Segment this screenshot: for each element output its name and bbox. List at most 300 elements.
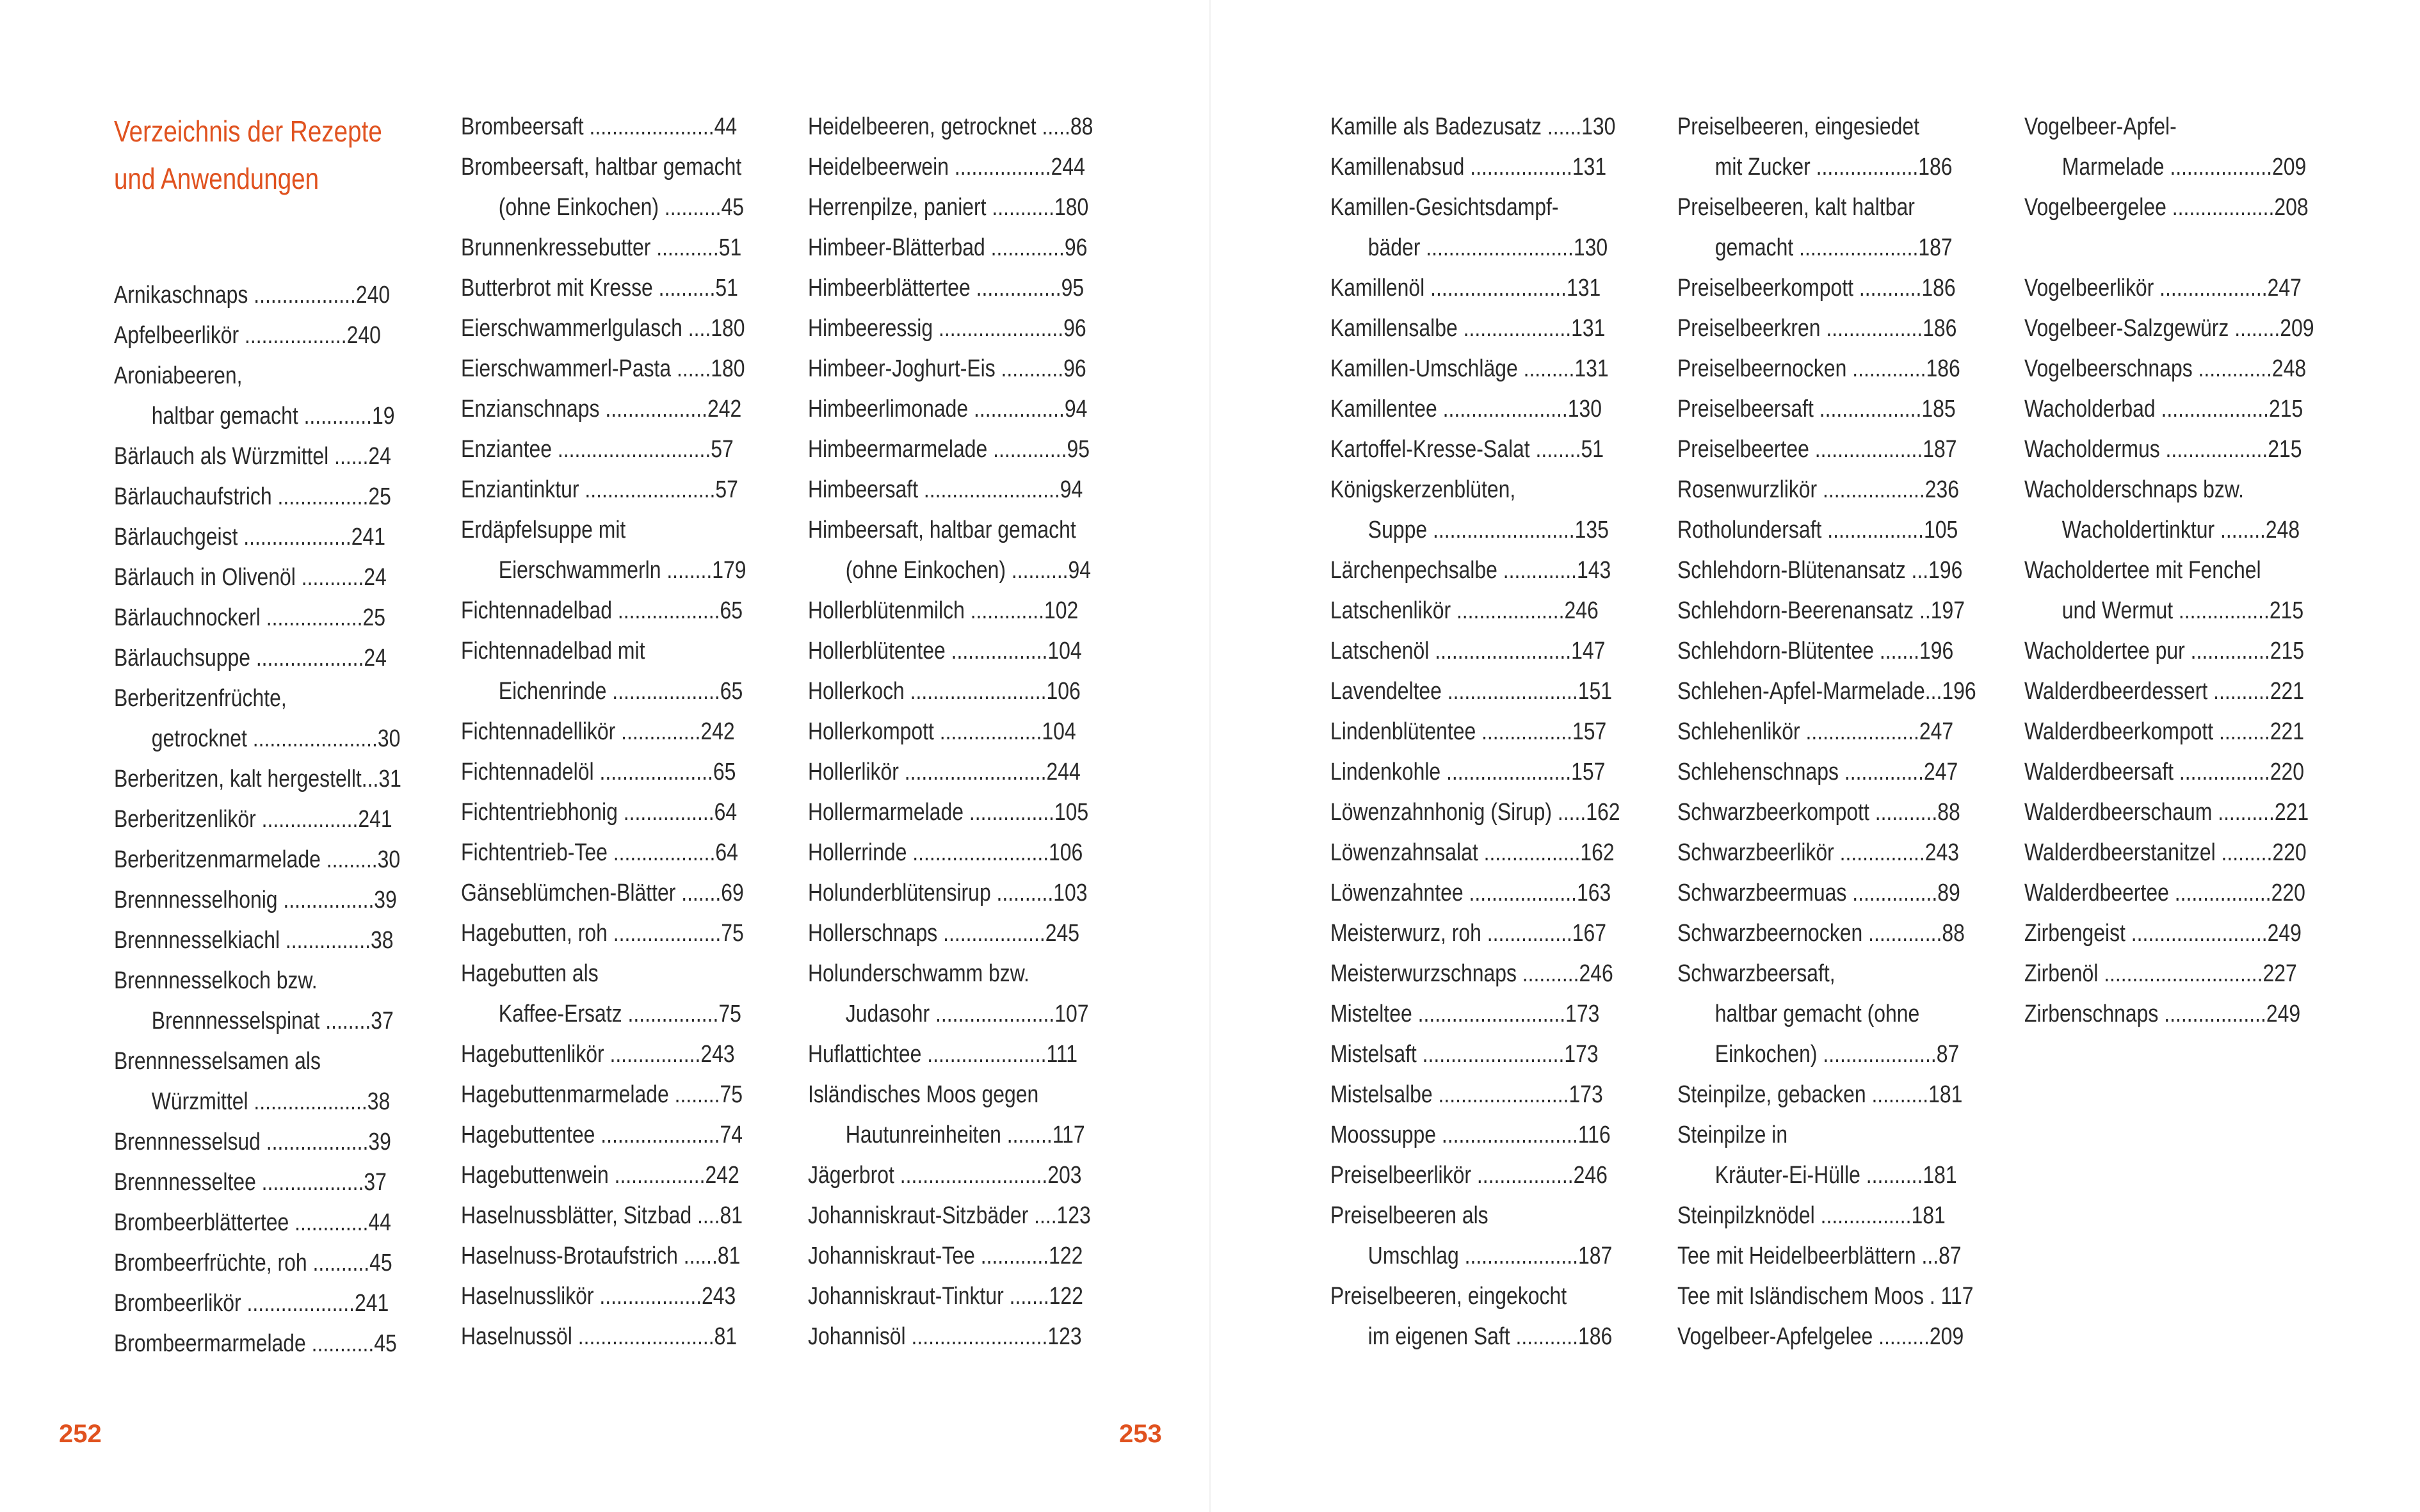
index-entry-text: Preiselbeeren, kalt haltbar — [1677, 194, 1915, 221]
index-column-1 — [114, 275, 408, 1364]
index-entry-text: Kaffee-Ersatz ................75 — [498, 1001, 741, 1027]
index-entry-text: Hollerkompott ..................104 — [808, 718, 1076, 745]
index-spacer — [2024, 228, 2319, 268]
index-entry-text: Preiselbeeren, eingekocht — [1330, 1283, 1567, 1310]
index-entry-text: Walderdbeertee .................220 — [2024, 880, 2305, 906]
index-entry — [2024, 309, 2319, 349]
index-entry — [808, 672, 1102, 712]
index-entry — [461, 470, 755, 510]
index-entry — [2024, 510, 2319, 551]
index-entry — [808, 1236, 1102, 1276]
index-entry-text: Rosenwurzlikör ..................236 — [1677, 476, 1959, 503]
index-entry — [2024, 672, 2319, 712]
index-entry-text: Tee mit Isländischem Moos . 117 — [1677, 1283, 1974, 1310]
index-entry-text: Eierschwammerln ........179 — [498, 557, 746, 584]
index-entry — [808, 1155, 1102, 1196]
index-entry-text: Würzmittel ....................38 — [151, 1088, 391, 1115]
index-entry-text: Wacholdertinktur ........248 — [2061, 517, 2300, 543]
index-entry-text: Johanniskraut-Tee ............122 — [808, 1243, 1083, 1269]
index-entry — [1677, 188, 1972, 228]
page-gutter — [1209, 0, 1211, 1512]
index-entry — [461, 913, 755, 954]
index-entry — [114, 1162, 408, 1203]
index-column-3 — [808, 107, 1102, 1357]
index-entry — [1677, 1155, 1972, 1196]
index-entry — [1330, 873, 1625, 913]
index-entry-text: Steinpilze, gebacken ..........181 — [1677, 1081, 1963, 1108]
index-entry — [2024, 147, 2319, 188]
index-entry-text: haltbar gemacht (ohne — [1714, 1001, 1920, 1027]
index-entry-text: Hagebutten, roh ...................75 — [461, 920, 744, 947]
index-entry-text: Schlehenlikör ....................247 — [1677, 718, 1954, 745]
index-entry — [114, 679, 408, 719]
index-entry-text: Kamillentee ......................130 — [1330, 396, 1602, 422]
index-entry-text: Löwenzahntee ...................163 — [1330, 880, 1611, 906]
index-entry-text: Haselnusslikör ..................243 — [461, 1283, 736, 1310]
index-entry — [808, 1034, 1102, 1075]
index-entry-text: Misteltee ..........................173 — [1330, 1001, 1600, 1027]
index-entry-text: Walderdbeerkompott .........221 — [2024, 718, 2305, 745]
index-entry-text: Brombeerlikör ...................241 — [114, 1290, 389, 1317]
index-entry-text: Hagebuttenmarmelade ........75 — [461, 1081, 743, 1108]
index-entry-text: Gänseblümchen-Blätter .......69 — [461, 880, 744, 906]
index-entry — [114, 719, 408, 759]
index-entry — [1677, 228, 1972, 268]
index-entry-text: Judasohr .....................107 — [845, 1001, 1089, 1027]
index-entry-text: Rotholundersaft .................105 — [1677, 517, 1958, 543]
index-entry — [1677, 1236, 1972, 1276]
index-entry-text: Berberitzenmarmelade .........30 — [114, 846, 401, 873]
index-entry — [1677, 752, 1972, 792]
index-entry — [1330, 1075, 1625, 1115]
index-entry — [114, 1324, 408, 1364]
page-number-right: 253 — [1119, 1420, 1162, 1448]
index-entry-text: Preiselbeerkren .................186 — [1677, 315, 1957, 342]
index-entry-text: Fichtentrieb-Tee ..................64 — [461, 839, 738, 866]
index-entry-text: Haselnussöl ........................81 — [461, 1323, 738, 1350]
index-entry — [114, 477, 408, 517]
index-entry — [808, 1276, 1102, 1317]
index-entry — [808, 591, 1102, 631]
index-entry-text: Brombeersaft ......................44 — [461, 113, 738, 140]
index-entry-text: Hagebuttenlikör ................243 — [461, 1041, 735, 1068]
index-entry-text: Fichtennadelöl ....................65 — [461, 759, 736, 785]
index-entry-text: Schlehen-Apfel-Marmelade...196 — [1677, 678, 1976, 705]
index-entry — [808, 147, 1102, 188]
index-entry — [2024, 631, 2319, 672]
index-entry-text: Himbeersaft, haltbar gemacht — [808, 517, 1076, 543]
index-entry-text: Aroniabeeren, — [114, 362, 243, 389]
index-entry — [808, 833, 1102, 873]
index-entry-text: Fichtennadelbad ..................65 — [461, 597, 743, 624]
index-entry — [2024, 551, 2319, 591]
index-entry — [461, 349, 755, 389]
index-entry — [1677, 631, 1972, 672]
index-entry — [2024, 430, 2319, 470]
index-entry — [808, 228, 1102, 268]
index-entry-text: Brombeerblättertee .............44 — [114, 1209, 391, 1236]
index-entry-text: gemacht .....................187 — [1714, 234, 1953, 261]
index-entry — [1330, 1155, 1625, 1196]
index-entry — [1330, 309, 1625, 349]
index-entry — [1330, 994, 1625, 1034]
index-entry-text: Brennnesselspinat ........37 — [151, 1008, 394, 1034]
index-entry — [461, 309, 755, 349]
index-entry — [461, 954, 755, 994]
index-entry-text: Wacholdertee pur ..............215 — [2024, 638, 2305, 664]
index-entry — [2024, 994, 2319, 1034]
index-entry-text: Herrenpilze, paniert ...........180 — [808, 194, 1089, 221]
index-entry-text: Holunderblütensirup ..........103 — [808, 880, 1088, 906]
index-entry — [808, 712, 1102, 752]
index-entry-text: Eierschwammerl-Pasta ......180 — [461, 355, 745, 382]
index-entry-text: Hollerkoch ........................106 — [808, 678, 1081, 705]
index-entry-text: Marmelade ..................209 — [2061, 154, 2307, 181]
index-entry-text: Apfelbeerlikör ..................240 — [114, 322, 381, 349]
index-entry-text: Latschenöl ........................147 — [1330, 638, 1606, 664]
index-entry-text: Kamillen-Gesichtsdampf- — [1330, 194, 1559, 221]
index-entry-text: Hollerschnaps ..................245 — [808, 920, 1080, 947]
index-entry-text: Wacholdermus ..................215 — [2024, 436, 2302, 463]
index-entry-text: Vogelbeer-Salzgewürz ........209 — [2024, 315, 2314, 342]
index-entry — [461, 389, 755, 430]
index-entry-text: Preiselbeertee ...................187 — [1677, 436, 1957, 463]
index-entry — [1330, 1115, 1625, 1155]
index-entry — [1677, 591, 1972, 631]
index-entry — [2024, 389, 2319, 430]
index-entry-text: Bärlauch in Olivenöl ...........24 — [114, 564, 387, 591]
index-entry-text: Preiselbeersaft ..................185 — [1677, 396, 1956, 422]
index-entry — [808, 954, 1102, 994]
index-entry — [808, 792, 1102, 833]
index-entry-text: Vogelbeerlikör ...................247 — [2024, 275, 2302, 302]
index-entry — [1330, 188, 1625, 228]
index-entry — [461, 994, 755, 1034]
index-entry — [1677, 107, 1972, 147]
index-entry-text: Himbeerlimonade ................94 — [808, 396, 1088, 422]
index-column-4 — [1330, 107, 1625, 1357]
index-entry — [114, 880, 408, 921]
index-entry-text: Preiselbeerlikör .................246 — [1330, 1162, 1608, 1189]
index-entry-text: Bärlauch als Würzmittel ......24 — [114, 443, 391, 470]
index-entry-text: Haselnussblätter, Sitzbad ....81 — [461, 1202, 743, 1229]
index-entry — [114, 396, 408, 437]
index-entry — [1677, 1115, 1972, 1155]
index-entry — [461, 1236, 755, 1276]
index-entry-text: Königskerzenblüten, — [1330, 476, 1516, 503]
index-entry-text: Berberitzenfrüchte, — [114, 685, 287, 712]
index-entry-text: haltbar gemacht ............19 — [151, 403, 395, 430]
index-entry — [461, 833, 755, 873]
index-entry-text: Brennnesselsud ..................39 — [114, 1129, 391, 1155]
index-entry — [1330, 268, 1625, 309]
index-entry — [1330, 792, 1625, 833]
index-entry — [114, 1243, 408, 1283]
index-entry — [1677, 672, 1976, 712]
index-entry — [1677, 873, 1972, 913]
index-entry-text: Umschlag ....................187 — [1367, 1243, 1613, 1269]
index-entry-text: Lavendeltee .......................151 — [1330, 678, 1613, 705]
index-entry — [461, 1034, 755, 1075]
index-entry-text: im eigenen Saft ...........186 — [1367, 1323, 1613, 1350]
index-entry-text: Lindenkohle ......................157 — [1330, 759, 1606, 785]
index-entry-text: mit Zucker ..................186 — [1714, 154, 1953, 181]
index-entry-text: Bärlauchsuppe ...................24 — [114, 645, 387, 672]
index-entry-text: Meisterwurzschnaps ..........246 — [1330, 960, 1613, 987]
index-entry-text: Schwarzbeermuas ...............89 — [1677, 880, 1960, 906]
index-entry — [2024, 349, 2319, 389]
index-entry-text: Zirbenöl ............................227 — [2024, 960, 2297, 987]
index-entry-text: Zirbenschnaps ..................249 — [2024, 1001, 2301, 1027]
index-entry — [808, 1317, 1102, 1357]
index-entry-text: Schwarzbeerkompott ...........88 — [1677, 799, 1960, 826]
index-entry — [808, 309, 1102, 349]
index-entry-text: Hollermarmelade ...............105 — [808, 799, 1089, 826]
index-entry — [461, 873, 755, 913]
index-entry — [114, 1203, 408, 1243]
index-entry-text: und Wermut ................215 — [2061, 597, 2304, 624]
index-entry-text: Lärchenpechsalbe .............143 — [1330, 557, 1611, 584]
index-entry — [114, 840, 408, 880]
index-entry — [1677, 712, 1972, 752]
index-entry-text: Walderdbeerschaum ..........221 — [2024, 799, 2309, 826]
index-entry — [1330, 551, 1625, 591]
index-entry-text: Berberitzen, kalt hergestellt...31 — [114, 766, 401, 792]
index-entry-text: Brennnesselkiachl ...............38 — [114, 927, 394, 954]
index-entry-text: Walderdbeerstanitzel .........220 — [2024, 839, 2307, 866]
index-entry-text: Wacholderbad ...................215 — [2024, 396, 2303, 422]
index-entry — [114, 275, 408, 316]
index-entry-text: Fichtennadelbad mit — [461, 638, 645, 664]
index-entry-text: Schlehdorn-Beerenansatz ..197 — [1677, 597, 1965, 624]
index-entry — [2024, 712, 2319, 752]
index-entry-text: Isländisches Moos gegen — [808, 1081, 1039, 1108]
index-entry — [1330, 752, 1625, 792]
index-entry-text: Walderdbeersaft ................220 — [2024, 759, 2305, 785]
index-entry — [1677, 1034, 1972, 1075]
index-entry — [1330, 1196, 1625, 1236]
index-entry — [461, 268, 755, 309]
index-entry — [114, 1042, 408, 1082]
index-entry — [1677, 470, 1972, 510]
index-entry-text: Walderdbeerdessert ..........221 — [2024, 678, 2305, 705]
index-entry — [461, 1196, 755, 1236]
index-entry-text: Schwarzbeernocken .............88 — [1677, 920, 1965, 947]
index-entry — [808, 107, 1102, 147]
index-entry-text: Latschenlikör ...................246 — [1330, 597, 1599, 624]
index-entry — [1677, 510, 1972, 551]
index-entry — [461, 1075, 755, 1115]
index-entry-text: Johannisöl ........................123 — [808, 1323, 1082, 1350]
index-entry-text: Tee mit Heidelbeerblättern ...87 — [1677, 1243, 1962, 1269]
index-column-5 — [1677, 107, 1976, 1357]
index-entry-text: Kamille als Badezusatz ......130 — [1330, 113, 1616, 140]
index-entry-text: Berberitzenlikör .................241 — [114, 806, 392, 833]
index-entry-text: Steinpilzknödel ................181 — [1677, 1202, 1946, 1229]
index-entry — [114, 921, 408, 961]
index-entry — [2024, 954, 2319, 994]
index-entry-text: Heidelbeerwein .................244 — [808, 154, 1085, 181]
index-entry-text: Brombeerfrüchte, roh ..........45 — [114, 1250, 392, 1276]
index-entry-text: Brombeermarmelade ...........45 — [114, 1330, 397, 1357]
index-column-2 — [461, 107, 755, 1357]
index-entry-text: Himbeerblättertee ...............95 — [808, 275, 1085, 302]
index-entry — [808, 1196, 1102, 1236]
index-entry-text: Hagebuttenwein ................242 — [461, 1162, 739, 1189]
index-entry — [461, 752, 755, 792]
index-entry — [1330, 1276, 1625, 1317]
index-entry-text: Brennnesselkoch bzw. — [114, 967, 318, 994]
index-entry — [1330, 712, 1625, 752]
index-entry-text: Arnikaschnaps ..................240 — [114, 282, 391, 309]
index-entry-text: Löwenzahnsalat .................162 — [1330, 839, 1615, 866]
index-entry — [1677, 389, 1972, 430]
index-entry — [1677, 954, 1972, 994]
index-entry — [808, 470, 1102, 510]
index-entry — [461, 591, 755, 631]
index-entry — [2024, 752, 2319, 792]
index-entry-text: Vogelbeer-Apfel- — [2024, 113, 2177, 140]
index-entry-text: Eichenrinde ...................65 — [498, 678, 743, 705]
index-entry-text: Schwarzbeersaft, — [1677, 960, 1835, 987]
index-entry — [461, 1115, 755, 1155]
index-entry — [2024, 873, 2319, 913]
index-entry — [2024, 188, 2319, 228]
index-entry-text: Enzianschnaps ..................242 — [461, 396, 742, 422]
index-entry — [808, 631, 1102, 672]
index-entry — [1330, 147, 1625, 188]
index-entry — [2024, 913, 2319, 954]
index-entry — [1330, 672, 1625, 712]
index-entry-text: Fichtennadellikör ..............242 — [461, 718, 735, 745]
index-entry — [808, 752, 1102, 792]
index-entry — [1677, 430, 1972, 470]
index-entry-text: Kamillensalbe ...................131 — [1330, 315, 1606, 342]
index-entry-text: Schwarzbeerlikör ...............243 — [1677, 839, 1959, 866]
index-entry — [1677, 994, 1972, 1034]
index-entry-text: Himbeersaft ........................94 — [808, 476, 1083, 503]
index-entry — [808, 873, 1102, 913]
index-entry — [1330, 591, 1625, 631]
index-entry — [1677, 309, 1972, 349]
index-entry — [461, 107, 755, 147]
index-entry-text: Lindenblütentee ................157 — [1330, 718, 1607, 745]
index-entry-text: Enziantee ...........................57 — [461, 436, 734, 463]
index-entry-text: Schlehdorn-Blütenansatz ...196 — [1677, 557, 1963, 584]
index-column-6 — [2024, 107, 2319, 1034]
index-entry — [808, 268, 1102, 309]
index-entry-text: Hagebutten als — [461, 960, 599, 987]
index-entry-text: Heidelbeeren, getrocknet .....88 — [808, 113, 1093, 140]
index-entry — [461, 1276, 755, 1317]
index-entry — [1330, 228, 1625, 268]
index-entry — [461, 792, 755, 833]
index-entry-text: Kartoffel-Kresse-Salat ........51 — [1330, 436, 1604, 463]
index-entry — [808, 389, 1102, 430]
index-entry-text: Hollerlikör .........................244 — [808, 759, 1081, 785]
index-entry — [1677, 268, 1972, 309]
index-entry — [1677, 1075, 1972, 1115]
index-entry — [2024, 268, 2319, 309]
index-entry-text: Himbeer-Joghurt-Eis ...........96 — [808, 355, 1086, 382]
index-entry — [114, 558, 408, 598]
index-entry-text: (ohne Einkochen) ..........45 — [498, 194, 745, 221]
index-entry-text: Johanniskraut-Tinktur .......122 — [808, 1283, 1083, 1310]
index-entry-text: (ohne Einkochen) ..........94 — [845, 557, 1092, 584]
index-entry-text: Suppe .........................135 — [1367, 517, 1609, 543]
index-entry-text: Himbeeressig ......................96 — [808, 315, 1086, 342]
index-entry-text: Brennnesselhonig ................39 — [114, 887, 397, 913]
index-entry-text: Haselnuss-Brotaufstrich ......81 — [461, 1243, 741, 1269]
index-entry — [1677, 1196, 1972, 1236]
index-entry — [461, 631, 755, 672]
index-entry — [1330, 430, 1625, 470]
index-entry — [114, 800, 408, 840]
index-entry-text: Hagebuttentee .....................74 — [461, 1122, 743, 1148]
index-entry-text: Himbeer-Blätterbad .............96 — [808, 234, 1088, 261]
index-entry — [2024, 792, 2319, 833]
index-entry-text: Meisterwurz, roh ...............167 — [1330, 920, 1607, 947]
index-entry-text: Preiselbeerkompott ...........186 — [1677, 275, 1956, 302]
index-entry-text: Preiselbeeren, eingesiedet — [1677, 113, 1919, 140]
index-entry — [1330, 107, 1625, 147]
index-entry-text: Fichtentriebhonig ................64 — [461, 799, 738, 826]
index-entry — [1330, 470, 1625, 510]
page-number-left: 252 — [59, 1420, 102, 1448]
index-entry-text: Kamillen-Umschläge .........131 — [1330, 355, 1609, 382]
index-entry-text: Preiselbeeren als — [1330, 1202, 1488, 1229]
index-entry — [1330, 833, 1625, 873]
index-entry-text: Hollerrinde ........................106 — [808, 839, 1083, 866]
index-entry — [1330, 510, 1625, 551]
index-entry-text: Vogelbeerschnaps .............248 — [2024, 355, 2307, 382]
index-entry-text: Enziantinktur .......................57 — [461, 476, 738, 503]
index-entry-text: Kamillenabsud ..................131 — [1330, 154, 1607, 181]
index-entry — [114, 759, 408, 800]
index-entry-text: Bärlauchaufstrich ................25 — [114, 483, 391, 510]
index-entry — [1330, 631, 1625, 672]
index-entry-text: Hollerblütentee .................104 — [808, 638, 1082, 664]
index-entry — [461, 228, 755, 268]
index-entry — [2024, 107, 2319, 147]
index-entry — [461, 510, 755, 551]
index-entry-text: Huflattichtee .....................111 — [808, 1041, 1078, 1068]
index-entry-text: getrocknet ......................30 — [151, 725, 401, 752]
index-entry-text: Steinpilze in — [1677, 1122, 1788, 1148]
index-entry-text: Schlehdorn-Blütentee .......196 — [1677, 638, 1954, 664]
index-entry — [808, 1075, 1102, 1115]
index-entry — [114, 1082, 408, 1122]
index-entry-text: Brennnesselsamen als — [114, 1048, 321, 1075]
index-entry-text: Vogelbeergelee ..................208 — [2024, 194, 2309, 221]
index-entry — [461, 430, 755, 470]
index-entry — [1677, 551, 1972, 591]
index-entry — [114, 517, 408, 558]
index-entry — [1330, 913, 1625, 954]
index-entry — [1677, 349, 1972, 389]
index-entry — [461, 672, 755, 712]
index-entry — [461, 551, 755, 591]
index-entry — [1330, 349, 1625, 389]
index-entry — [808, 430, 1102, 470]
index-entry — [1677, 1276, 1972, 1317]
index-entry — [1677, 1317, 1972, 1357]
index-entry-text: Mistelsaft .........................173 — [1330, 1041, 1599, 1068]
index-entry-text: Bärlauchnockerl .................25 — [114, 604, 386, 631]
index-entry-text: Kräuter-Ei-Hülle ..........181 — [1714, 1162, 1957, 1189]
index-entry — [808, 913, 1102, 954]
index-entry — [1677, 147, 1972, 188]
